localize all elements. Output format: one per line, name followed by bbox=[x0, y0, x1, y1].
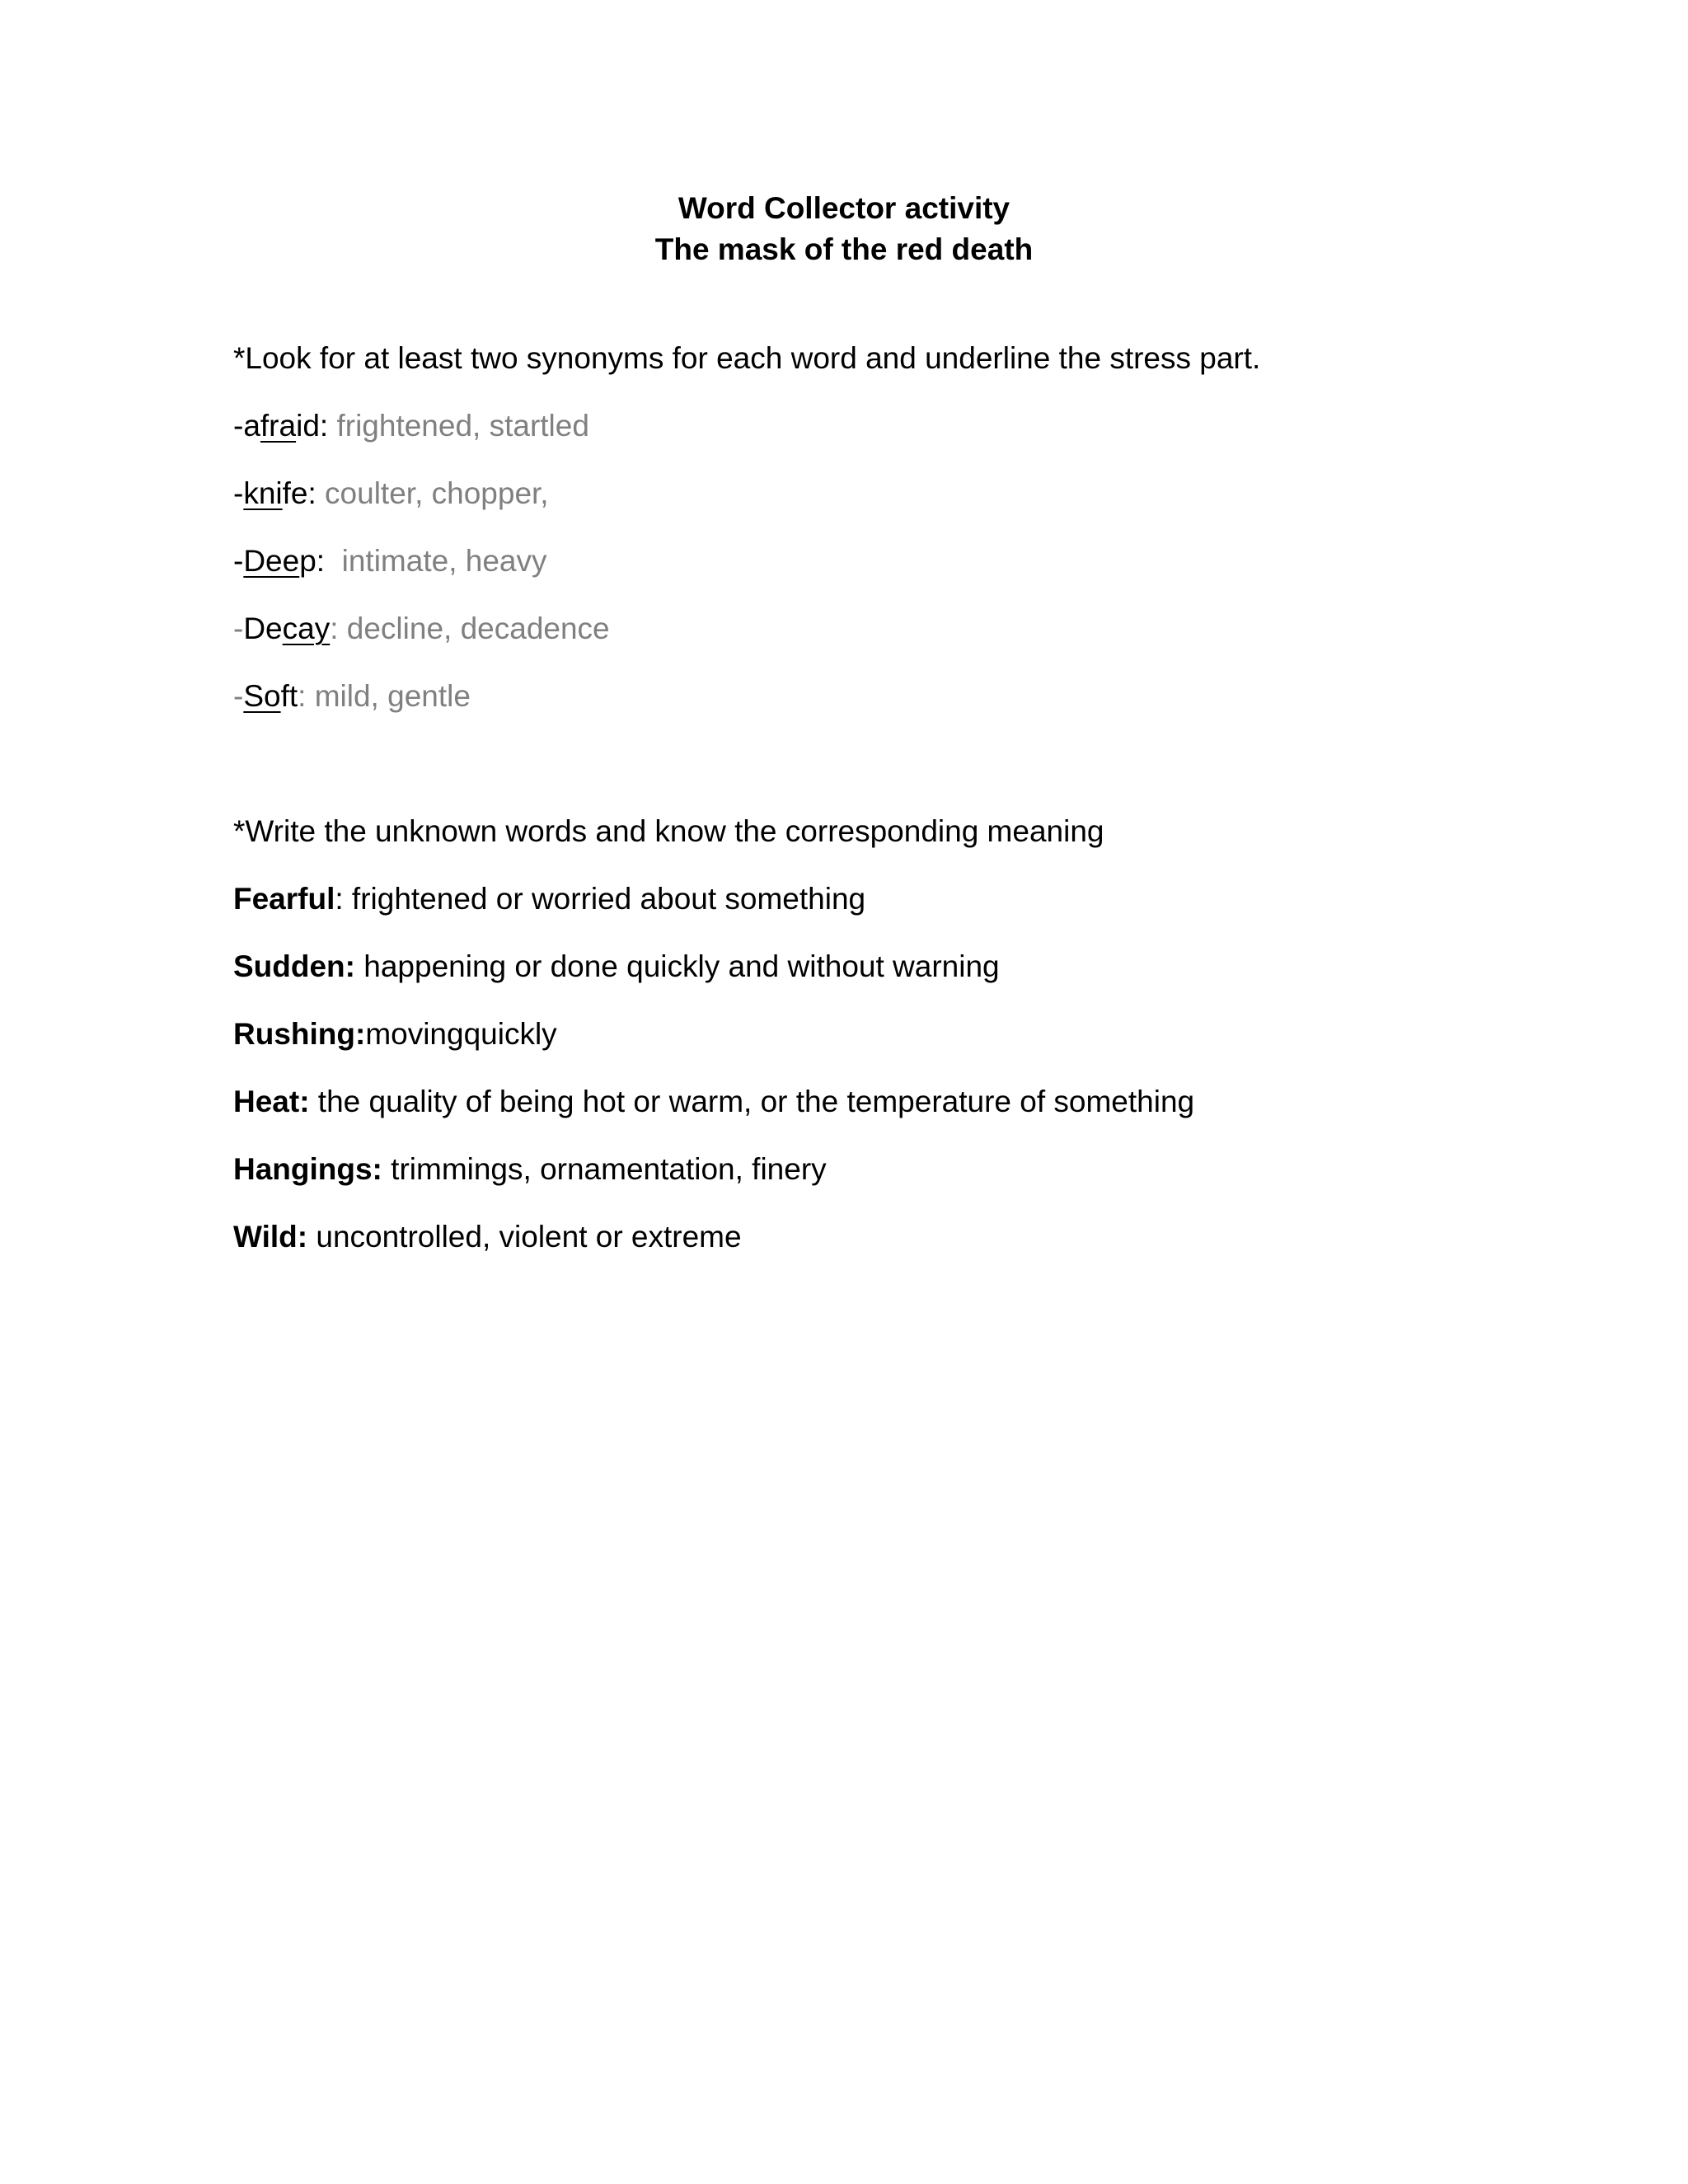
vocabulary-colon: : bbox=[335, 882, 344, 916]
word-prefix: a bbox=[243, 409, 260, 443]
synonym-list: frightened, startled bbox=[328, 409, 589, 443]
word-suffix: id bbox=[296, 409, 320, 443]
vocabulary-item bbox=[233, 1014, 1470, 1081]
vocabulary-term: Sudden: bbox=[233, 949, 355, 983]
synonym-list: decline, decadence bbox=[338, 612, 610, 645]
synonym-list: intimate, heavy bbox=[325, 544, 547, 578]
word-colon: : bbox=[319, 409, 329, 443]
vocabulary-term: Hangings: bbox=[233, 1152, 382, 1186]
vocabulary-term: Wild: bbox=[233, 1220, 308, 1254]
vocabulary-instruction: *Write the unknown words and know the corresponding meaning bbox=[233, 814, 1104, 848]
section-spacer bbox=[233, 743, 1470, 811]
vocabulary-definition: the quality of being hot or warm, or the temperature of something bbox=[309, 1085, 1195, 1118]
word-stress: Dee bbox=[243, 544, 300, 578]
vocabulary-definition: trimmings, ornamentation, finery bbox=[382, 1152, 827, 1186]
word-colon: : bbox=[298, 679, 307, 713]
vocabulary-item bbox=[233, 1081, 1470, 1149]
vocabulary-term: Fearful bbox=[233, 882, 335, 916]
synonym-item bbox=[233, 473, 1470, 541]
word-prefix: De bbox=[243, 612, 283, 645]
item-dash: - bbox=[233, 679, 244, 713]
synonym-item bbox=[233, 405, 1470, 473]
document-title bbox=[0, 188, 1688, 270]
vocabulary-definition: uncontrolled, violent or extreme bbox=[307, 1220, 742, 1254]
title-line-1: Word Collector activity bbox=[678, 191, 1010, 225]
item-dash: - bbox=[233, 612, 244, 645]
title-line-2: The mask of the red death bbox=[654, 232, 1034, 266]
synonym-list: coulter, chopper, bbox=[316, 476, 549, 510]
word-stress: fra bbox=[260, 409, 297, 443]
vocabulary-definition: happening or done quickly and without warning bbox=[354, 949, 1000, 983]
item-dash: - bbox=[233, 544, 244, 578]
synonym-item bbox=[233, 676, 1470, 743]
vocabulary-item bbox=[233, 1149, 1470, 1216]
synonyms-instruction: *Look for at least two synonyms for each word and underline the stress part. bbox=[233, 341, 1261, 375]
word-colon: : bbox=[316, 544, 326, 578]
item-dash: - bbox=[233, 409, 244, 443]
word-stress: cay bbox=[282, 612, 331, 645]
item-dash: - bbox=[233, 476, 244, 510]
synonym-item bbox=[233, 608, 1470, 676]
word-colon: : bbox=[307, 476, 316, 510]
vocabulary-definition: movingquickly bbox=[365, 1017, 557, 1051]
vocabulary-item bbox=[233, 879, 1470, 946]
word-suffix: fe bbox=[282, 476, 308, 510]
vocabulary-term: Heat: bbox=[233, 1085, 310, 1118]
synonym-list: mild, gentle bbox=[306, 679, 471, 713]
word-stress: So bbox=[243, 679, 281, 713]
word-stress: kni bbox=[243, 476, 283, 510]
word-suffix: p bbox=[299, 544, 316, 578]
document-body bbox=[233, 338, 1470, 1284]
vocabulary-item bbox=[233, 946, 1470, 1014]
vocabulary-term: Rushing: bbox=[233, 1017, 366, 1051]
vocabulary-definition: frightened or worried about something bbox=[343, 882, 866, 916]
word-colon: : bbox=[330, 612, 339, 645]
vocabulary-item bbox=[233, 1216, 1470, 1284]
synonym-item bbox=[233, 541, 1470, 608]
word-suffix: ft bbox=[280, 679, 298, 713]
